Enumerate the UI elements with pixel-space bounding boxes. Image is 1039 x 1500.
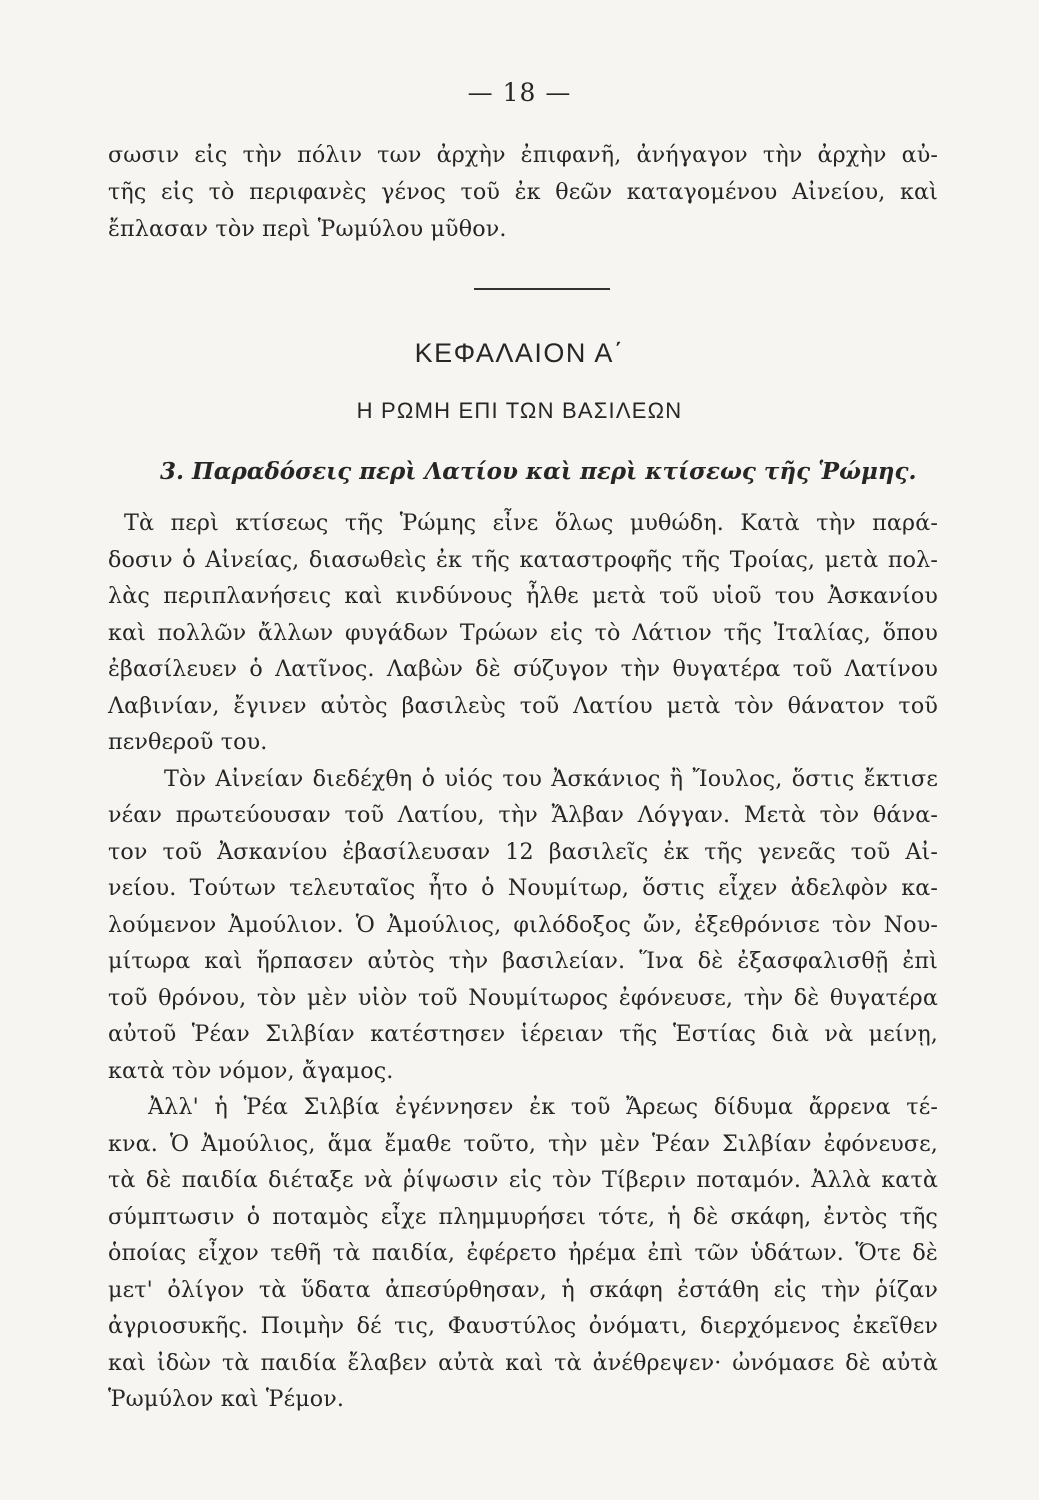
text-line: Ῥωμύλον καὶ Ῥέμον. bbox=[108, 1386, 345, 1412]
text-line: μίτωρα καὶ ἥρπασεν αὐτὸς τὴν βασιλείαν. Ἵνα δὲ ἐξασφαλισθῇ ἐπὶ bbox=[108, 948, 938, 974]
text-line: Τὰ περὶ κτίσεως τῆς Ῥώμης εἶνε ὅλως μυθώδη. Κατὰ τὴν παρά- bbox=[124, 510, 938, 536]
text-line: τῆς εἰς τὸ περιφανὲς γένος τοῦ ἐκ θεῶν καταγομένου Αἰνείου, καὶ bbox=[108, 179, 938, 205]
section-heading: 3. Παραδόσεις περὶ Λατίου καὶ περὶ κτίσεως τῆς Ῥώμης. bbox=[160, 458, 917, 485]
chapter-title: ΚΕΦΑΛΑΙΟΝ Α΄ bbox=[414, 338, 625, 368]
section-divider bbox=[474, 288, 610, 290]
text-line: νείου. Τούτων τελευταῖος ἦτο ὁ Νουμίτωρ, ὅστις εἶχεν ἀδελφὸν κα- bbox=[108, 875, 938, 901]
text-line: τον τοῦ Ἀσκανίου ἐβασίλευσαν 12 βασιλεῖς ἐκ τῆς γενεᾶς τοῦ Αἰ- bbox=[108, 838, 938, 865]
text-line: ἐβασίλευεν ὁ Λατῖνος. Λαβὼν δὲ σύζυγον τὴν θυγατέρα τοῦ Λατίνου bbox=[108, 656, 938, 682]
page-number: — 18 — bbox=[467, 78, 572, 107]
text-line: Λαβινίαν, ἔγινεν αὐτὸς βασιλεὺς τοῦ Λατίου μετὰ τὸν θάνατον τοῦ bbox=[108, 692, 938, 719]
text-line: Τὸν Αἰνείαν διεδέχθη ὁ υἱός του Ἀσκάνιος ἢ Ἴουλος, ὅστις ἔκτισε bbox=[164, 765, 938, 792]
text-line: λούμενον Ἀμούλιον. Ὁ Ἀμούλιος, φιλόδοξος ὤν, ἐξεθρόνισε τὸν Νου- bbox=[108, 911, 938, 938]
text-line: δοσιν ὁ Αἰνείας, διασωθεὶς ἐκ τῆς καταστροφῆς τῆς Τροίας, μετὰ πολ- bbox=[108, 546, 938, 573]
text-line: σύμπτωσιν ὁ ποταμὸς εἶχε πλημμυρήσει τότε, ἡ δὲ σκάφη, ἐντὸς τῆς bbox=[108, 1203, 938, 1230]
text-line: μετ' ὀλίγον τὰ ὕδατα ἀπεσύρθησαν, ἡ σκάφη ἐστάθη εἰς τὴν ῥίζαν bbox=[108, 1276, 938, 1303]
chapter-subtitle: Η ΡΩΜΗ ΕΠΙ ΤΩΝ ΒΑΣΙΛΕΩΝ bbox=[356, 398, 683, 423]
text-line: αὐτοῦ Ῥέαν Σιλβίαν κατέστησεν ἱέρειαν τῆς Ἑστίας διὰ νὰ μείνῃ, bbox=[108, 1021, 938, 1047]
text-line: κνα. Ὁ Ἀμούλιος, ἅμα ἔμαθε τοῦτο, τὴν μὲν Ῥέαν Σιλβίαν ἐφόνευσε, bbox=[108, 1130, 938, 1157]
text-line: νέαν πρωτεύουσαν τοῦ Λατίου, τὴν Ἄλβαν Λόγγαν. Μετὰ τὸν θάνα- bbox=[108, 802, 938, 828]
text-line: λὰς περιπλανήσεις καὶ κινδύνους ἦλθε μετὰ τοῦ υἱοῦ του Ἀσκανίου bbox=[108, 583, 938, 609]
text-line: πενθεροῦ του. bbox=[108, 729, 268, 755]
text-line: Ἀλλ' ἡ Ῥέα Σιλβία ἐγέννησεν ἐκ τοῦ Ἄρεως δίδυμα ἄρρενα τέ- bbox=[148, 1094, 938, 1120]
text-line: κατὰ τὸν νόμον, ἄγαμος. bbox=[108, 1057, 394, 1084]
text-line: τοῦ θρόνου, τὸν μὲν υἱὸν τοῦ Νουμίτωρος ἐφόνευσε, τὴν δὲ θυγατέρα bbox=[108, 984, 938, 1011]
text-line: τὰ δὲ παιδία διέταξε νὰ ῥίψωσιν εἰς τὸν Τίβεριν ποταμόν. Ἀλλὰ κατὰ bbox=[108, 1167, 938, 1193]
text-line: καὶ ἰδὼν τὰ παιδία ἔλαβεν αὐτὰ καὶ τὰ ἀνέθρεψεν· ὠνόμασε δὲ αὐτὰ bbox=[108, 1349, 938, 1376]
text-line: ὁποίας εἶχον τεθῆ τὰ παιδία, ἐφέρετο ἠρέμα ἐπὶ τῶν ὑδάτων. Ὅτε δὲ bbox=[108, 1240, 938, 1266]
text-line: σωσιν εἰς τὴν πόλιν των ἀρχὴν ἐπιφανῆ, ἀνήγαγον τὴν ἀρχὴν αὐ- bbox=[108, 142, 938, 168]
text-line: καὶ πολλῶν ἄλλων φυγάδων Τρώων εἰς τὸ Λάτιον τῆς Ἰταλίας, ὅπου bbox=[108, 619, 938, 646]
text-line: ἀγριοσυκῆς. Ποιμὴν δέ τις, Φαυστύλος ὀνόματι, διερχόμενος ἐκεῖθεν bbox=[108, 1313, 938, 1339]
text-line: ἔπλασαν τὸν περὶ Ῥωμύλου μῦθον. bbox=[108, 216, 507, 242]
